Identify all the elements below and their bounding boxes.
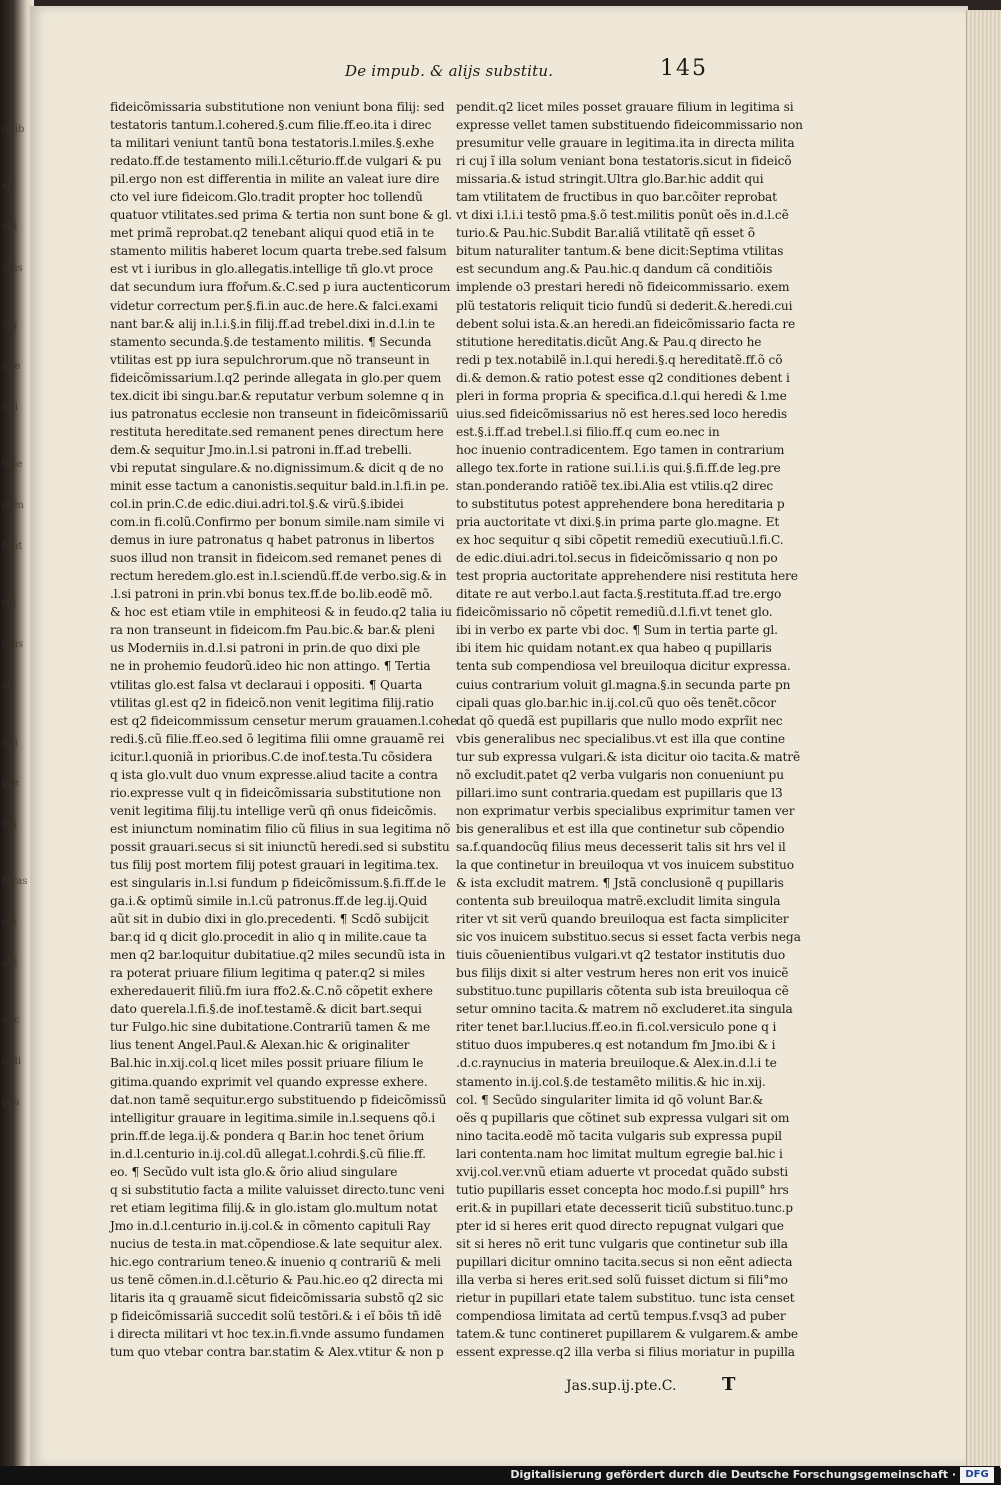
text-line: .l.si patroni in prin.vbi bonus tex.ff.de bo.lib.eodẽ mõ.: [110, 587, 433, 602]
text-line: vt dixi i.l.i.i testõ pma.§.õ test.militis ponũt oẽs in.d.l.cẽ: [456, 208, 789, 223]
text-line: vbis generalibus nec specialibus.vt est illa que contine: [456, 731, 785, 746]
text-line: p fideicõmissariã succedit solũ testõri.& i eĩ bõis tñ idẽ: [110, 1309, 442, 1324]
text-line: est iniunctum nominatim filio cũ filius in sua legitima nõ: [110, 821, 451, 836]
text-line: nõ excludit.patet q2 verba vulgaris non conueniunt pu: [456, 767, 784, 782]
text-line: dato querela.l.fi.§.de inof.testamẽ.& dicit bart.sequi: [110, 1002, 422, 1017]
text-column-left: [110, 98, 458, 1360]
text-line: tum quo vtebar contra bar.statim & Alex.vtitur & non p: [110, 1345, 444, 1360]
edge-fragment: nni: [2, 402, 19, 413]
text-line: rietur in pupillari etate talem substituo. tunc ista censet: [456, 1291, 795, 1306]
text-line: videtur correctum per.§.fi.in auc.de here.& falci.exami: [110, 298, 438, 313]
text-line: test propria auctoritate apprehendere nisi restituta here: [456, 569, 798, 584]
text-line: tenta sub compendiosa vel breuiloqua dicitur expressa.: [456, 659, 791, 674]
text-line: est secundum ang.& Pau.hic.q dandum cã conditiõis: [456, 262, 773, 277]
text-line: lius tenent Angel.Paul.& Alexan.hic & originaliter: [110, 1038, 410, 1053]
text-line: di.& demon.& ratio potest esse q2 conditiones debent i: [456, 370, 790, 385]
text-line: sa.f.quandocũq filius meus decesserit talis sit hrs vel il: [456, 839, 786, 854]
text-line: ri cuj ĩ illa solum veniant bona testatoris.sicut in fideicõ: [456, 154, 792, 169]
text-line: q si substitutio facta a milite valuisset directo.tunc veni: [110, 1182, 445, 1197]
text-line: dat.non tamẽ sequitur.ergo substituendo p fideicõmissũ: [110, 1092, 447, 1107]
text-line: pupillari dicitur omnino tacita.secus si non eẽnt adiecta: [456, 1255, 793, 1269]
edge-fragment: tent: [2, 541, 23, 552]
text-line: riter vt sit verũ quando breuiloqua est facta simpliciter: [456, 912, 789, 927]
edge-fragment: mu: [2, 737, 18, 748]
text-line: est.§.i.ff.ad trebel.l.si filio.ff.q cum eo.nec in: [456, 424, 720, 439]
text-line: cipali quas glo.bar.hic in.ij.col.cũ quo oẽs tenẽt.cõcor: [456, 695, 776, 710]
folio-number: 145: [660, 56, 708, 81]
text-line: cto vel iure fideicom.Glo.tradit propter hoc tollendũ: [110, 190, 423, 205]
text-column-right: [456, 98, 803, 1360]
text-line: .d.c.raynucius in materia breuiloque.& Alex.in.d.l.i te: [456, 1056, 777, 1071]
dfg-logo-icon: DFG: [960, 1467, 994, 1483]
text-line: stitutione hereditatis.dicũt Ang.& Pau.q directo he: [456, 334, 762, 349]
text-line: stamento in.ij.col.§.de testamẽto militis.& hic in.xij.: [456, 1074, 766, 1089]
text-line: & hoc est etiam vtile in emphiteosi & in feudo.q2 talia iu: [110, 605, 452, 620]
text-line: prin.ff.de lega.ij.& pondera q Bar.in hoc tenet õrium: [110, 1128, 425, 1143]
page-fore-edge: [966, 10, 1001, 1468]
text-line: ra poterat priuare filium legitima q pater.q2 si miles: [110, 966, 425, 981]
text-line: tiuis cõuenientibus vulgari.vt q2 testator institutis duo: [456, 948, 786, 963]
text-line: aũt sit in dubio dixi in glo.precedenti. ¶ Scdõ subijcit: [110, 912, 429, 927]
text-line: vbi reputat singulare.& no.dignissimum.& dicit q de no: [110, 460, 444, 475]
text-line: hic.ego contrarium teneo.& inuenio q contrariũ & meli: [110, 1255, 441, 1269]
text-line: est singularis in.l.si fundum p fideicõmissum.§.fi.ff.de le: [110, 876, 446, 891]
text-line: tur sub expressa vulgari.& ista dicitur oio tacita.& matrẽ: [456, 749, 801, 764]
text-line: est q2 fideicommissum censetur merum grauamen.l.cohe: [110, 713, 458, 728]
text-line: tatem.& tunc contineret pupillarem & vulgarem.& ambe: [456, 1327, 798, 1342]
edge-fragment: feras: [2, 876, 28, 887]
text-line: vtilitas glo.est falsa vt declaraui i oppositi. ¶ Quarta: [110, 677, 423, 692]
text-line: ex hoc sequitur q sibi cõpetit remediũ executiuũ.l.fi.C.: [456, 533, 784, 548]
text-line: col.in prin.C.de edic.diui.adri.tol.§.& virũ.§.ibidei: [110, 497, 404, 512]
text-line: illa verba si heres erit.sed solũ fuisset dictum si fili°mo: [456, 1273, 788, 1288]
text-line: redi.§.cũ filie.ff.eo.sed õ legitima filii omne grauamẽ rei: [110, 731, 445, 746]
text-line: contenta sub breuiloqua matrẽ.excludit limita singula: [456, 894, 781, 909]
text-line: icitur.l.quoniã in prioribus.C.de inof.testa.Tu cõsidera: [110, 749, 433, 764]
text-line: sit si heres nõ erit tunc vulgaris que continetur sub illa: [456, 1236, 788, 1251]
text-line: bitum naturaliter tantum.& bene dicit:Septima vtilitas: [456, 244, 784, 259]
text-line: turio.& Pau.hic.Subdit Bar.aliã vtilitatẽ qñ esset õ: [456, 226, 755, 241]
text-line: dat secundum iura ffořum.&.C.sed p iura auctenticorum: [110, 280, 451, 295]
text-line: vtilitas gl.est q2 in fideicõ.non venit legitima filij.ratio: [110, 695, 434, 710]
text-line: compendiosa limitata ad certũ tempus.f.vsq3 ad puber: [456, 1309, 786, 1324]
text-line: ibi in verbo ex parte vbi doc. ¶ Sum in tertia parte gl.: [456, 623, 778, 638]
text-line: pil.ergo non est differentia in milite an valeat iure dire: [110, 172, 440, 187]
text-line: litaris ita q grauamẽ sicut fideicõmissaria substõ q2 sic: [110, 1291, 444, 1306]
text-line: lari contenta.nam hoc limitat multum egregie bal.hic i: [456, 1146, 783, 1161]
text-line: pillari.imo sunt contraria.quedam est pupillaris que l3: [456, 785, 783, 800]
text-line: de edic.diui.adri.tol.secus in fideicõmissario q non po: [456, 551, 778, 566]
edge-fragment: vid: [2, 222, 18, 233]
edge-fragment: ins: [2, 917, 17, 928]
text-line: est vt i iuribus in glo.allegatis.intellige tñ glo.vt proce: [110, 262, 434, 277]
text-line: Bal.hic in.xij.col.q licet miles possit priuare filium le: [110, 1056, 424, 1071]
running-head: De impub. & alijs substitu.: [345, 62, 554, 80]
text-line: dat qõ quedã est pupillaris que nullo modo exprĩit nec: [456, 713, 783, 728]
edge-fragment: se: [2, 680, 14, 691]
text-line: setur omnino tacita.& matrem nõ excluderet.ita singula: [456, 1002, 793, 1017]
text-line: ibi item hic quidam notant.ex qua habeo q pupillaris: [456, 641, 772, 656]
text-line: ne in prohemio feudorũ.ideo hic non attingo. ¶ Tertia: [110, 659, 431, 674]
text-line: bus filijs dixit si alter vestrum heres non erit vos inuicẽ: [456, 966, 789, 981]
edge-fragment: mie: [2, 361, 21, 372]
text-line: suos illud non transit in fideicom.sed remanet penes di: [110, 551, 442, 566]
text-line: tur Fulgo.hic sine dubitatione.Contrariũ tamen & me: [110, 1020, 431, 1035]
text-line: q ista glo.vult duo vnum expresse.aliud tacite a contra: [110, 767, 438, 782]
text-line: allego tex.forte in ratione sui.l.i.is qui.§.fi.ff.de leg.pre: [456, 460, 781, 475]
text-line: la que continetur in breuiloqua vt vos inuicem substituo: [456, 857, 794, 872]
edge-fragment: ius: [2, 819, 17, 830]
text-line: fideicõmissarium.l.q2 perinde allegata in glo.per quem: [110, 370, 442, 385]
edge-fragment: sit: [2, 181, 15, 192]
text-line: eo. ¶ Secũdo vult ista glo.& õrio aliud singulare: [110, 1164, 398, 1179]
text-line: plũ testatoris reliquit ticio fundũ si dederit.&.heredi.cui: [456, 298, 793, 313]
text-line: stamento militis haberet locum quarta trebe.sed falsum: [110, 244, 447, 259]
text-line: col. ¶ Secũdo singulariter limita id qõ volunt Bar.&: [456, 1092, 764, 1107]
text-line: minit esse tactum a canonistis.sequitur bald.in.l.fi.in pe.: [110, 478, 449, 493]
text-line: cuius contrarium voluit gl.magna.§.in secunda parte pn: [456, 677, 791, 692]
text-line: testatoris tantum.l.cohered.§.cum filie.ff.eo.ita i direc: [110, 118, 432, 133]
text-line: ga.i.& optimũ simile in.l.cũ patronus.ff.de leg.ij.Quid: [110, 894, 428, 909]
text-line: vtilitas est pp iura sepulchrorum.que nõ transeunt in: [110, 352, 430, 367]
text-line: rectum heredem.glo.est in.l.sciendũ.ff.de verbo.sig.& in: [110, 569, 447, 584]
text-line: uius.sed fideicõmissarius nõ est heres.sed loco heredis: [456, 406, 788, 421]
text-line: i directa militari vt hoc tex.in.fi.vnde assumo fundamen: [110, 1327, 445, 1342]
text-line: xvij.col.ver.vnũ etiam aduerte vt procedat quãdo substi: [456, 1164, 788, 1179]
text-line: demus in iure patronatus q habet patronus in libertos: [110, 533, 435, 548]
text-line: ditate re aut verbo.l.aut facta.§.restituta.ff.ad tre.ergo: [456, 587, 782, 602]
text-line: oẽs q pupillaris que cõtinet sub expressa vulgari sit om: [456, 1110, 790, 1125]
text-line: missaria.& istud stringit.Ultra glo.Bar.hic addit qui: [456, 172, 764, 187]
text-line: fideicõmissaria substitutione non veniunt bona filij: sed: [110, 100, 445, 114]
text-line: pleri in forma propria & specifica.d.l.qui heredi & l.me: [456, 388, 787, 403]
quire-mark: T: [722, 1374, 736, 1395]
funding-credit: Digitalisierung gefördert durch die Deutsche Forschungsgemeinschaft ·: [510, 1468, 956, 1481]
text-line: hoc inuenio contradicentem. Ego tamen in contrarium: [456, 442, 785, 457]
text-line: riter tenet bar.l.lucius.ff.eo.in fi.col.versiculo pone q i: [456, 1020, 777, 1035]
text-line: nino tacita.eodẽ mõ tacita vulgaris sub expressa pupil: [456, 1128, 782, 1143]
text-line: venit legitima filij.tu intellige verũ qñ onus fideicõmis.: [110, 803, 437, 818]
edge-fragment: anc: [2, 1015, 21, 1026]
text-line: & ista excludit matrem. ¶ Jstã conclusionẽ q pupillaris: [456, 876, 784, 891]
text-line: pria auctoritate vt dixi.§.in prima parte glo.magne. Et: [456, 515, 780, 530]
text-line: sic vos inuicem substituo.secus si esset facta verbis nega: [456, 930, 801, 945]
text-line: in.d.l.centurio in.ij.col.dũ allegat.l.cohrdi.§.cũ filie.ff.: [110, 1146, 426, 1161]
text-line: intelligitur grauare in legitima.simile in.l.sequens qõ.i: [110, 1110, 435, 1125]
text-line: pendit.q2 licet miles posset grauare filium in legitima si: [456, 100, 794, 114]
text-line: tex.dicit ibi singu.bar.& reputatur verbum solemne q in: [110, 388, 444, 403]
text-line: stamento secunda.§.de testamento militis. ¶ Secunda: [110, 334, 432, 349]
edge-fragment: quib: [2, 124, 25, 135]
signature-line: Jas.sup.ij.pte.C.: [566, 1378, 677, 1394]
text-line: us tenẽ cõmen.in.d.l.cẽturio & Pau.hic.eo q2 directa mi: [110, 1273, 443, 1288]
edge-fragment: ald: [2, 958, 18, 969]
text-line: bis generalibus et est illa que continetur sub cõpendio: [456, 821, 785, 836]
text-line: substituo.tunc pupillaris cõtenta sub ista breuiloqua cẽ: [456, 984, 789, 999]
text-line: gitima.quando exprimit vel quando expresse exhere.: [110, 1074, 428, 1089]
text-line: tus filij post mortem filij potest grauari in legitima.tex.: [110, 857, 439, 872]
text-line: essent expresse.q2 illa verba si filius moriatur in pupilla: [456, 1345, 795, 1360]
text-line: pter id si heres erit quod directo repugnat vulgari que: [456, 1218, 784, 1233]
text-line: tam vtilitatem de fructibus in quo bar.cõiter reprobat: [456, 190, 777, 205]
text-line: to substitutus potest apprehendere bona hereditaria p: [456, 497, 785, 512]
text-line: ta militari veniunt tantũ bona testatoris.l.miles.§.exhe: [110, 136, 434, 151]
edge-fragment: dem: [2, 500, 24, 511]
text-line: non exprimatur verbis specialibus exprimitur tamen ver: [456, 803, 795, 818]
edge-fragment: rie: [2, 598, 16, 609]
edge-fragment: inus: [2, 639, 24, 650]
text-line: bar.q id q dicit glo.procedit in alio q in milite.caue ta: [110, 930, 427, 945]
edge-fragment: pos: [2, 1097, 20, 1108]
text-line: stan.ponderando ratiõẽ tex.ibi.Alia est vtilis.q2 direc: [456, 478, 774, 493]
text-line: debent solui ista.&.an heredi.an fideicõmissario facta re: [456, 316, 796, 331]
text-line: Jmo in.d.l.centurio in.ij.col.& in cõmento capituli Ray: [110, 1218, 431, 1233]
text-line: rio.expresse vult q in fideicõmissaria substitutione non: [110, 785, 441, 800]
text-line: erit.& in pupillari etate decesserit ticiũ substituo.tunc.p: [456, 1200, 793, 1215]
text-line: met primã reprobat.q2 tenebant aliqui quod etiã in te: [110, 226, 434, 241]
text-line: possit grauari.secus si sit iniunctũ heredi.sed si substitu: [110, 839, 450, 854]
text-line: redi p tex.notabilẽ in.l.qui heredi.§.q hereditatẽ.ff.õ cõ: [456, 352, 783, 367]
text-line: us Moderniis in.d.l.si patroni in prin.de quo dixi ple: [110, 641, 421, 656]
text-line: presumitur velle grauare in legitima.ita in directa milita: [456, 136, 795, 151]
text-line: ius patronatus ecclesie non transeunt in fideicõmissariũ: [110, 406, 449, 421]
text-line: quatuor vtilitates.sed prima & tertia non sunt bone & gl.: [110, 208, 452, 223]
text-line: fideicõmissario nõ cõpetit remediũ.d.l.fi.vt tenet glo.: [456, 605, 773, 620]
edge-fragment: mili: [2, 1056, 22, 1067]
text-line: nant bar.& alij in.l.i.§.in filij.ff.ad trebel.dixi in.d.l.in te: [110, 316, 435, 331]
text-line: redato.ff.de testamento mili.l.cẽturio.ff.de vulgari & pu: [110, 154, 442, 169]
edge-fragment: sitis: [2, 263, 23, 274]
text-line: nucius de testa.in mat.cõpendiose.& late sequitur alex.: [110, 1236, 443, 1251]
text-line: men q2 bar.loquitur dubitatiue.q2 miles secundũ ista in: [110, 948, 446, 963]
text-line: dem.& sequitur Jmo.in.l.si patroni in.ff.ad trebelli.: [110, 442, 412, 457]
text-line: com.in fi.colũ.Confirmo per bonum simile.nam simile vi: [110, 515, 445, 530]
text-line: ret etiam legitima filij.& in glo.istam glo.multum notat: [110, 1200, 438, 1215]
edge-fragment: pre: [2, 778, 20, 789]
text-line: tutio pupillaris esset concepta hoc modo.f.si pupill° hrs: [456, 1182, 789, 1197]
text-line: stituo duos impuberes.q est notandum fm Jmo.ibi & i: [456, 1038, 776, 1053]
text-line: exheredauerit filiũ.fm iura ffo2.&.C.nõ cõpetit exhere: [110, 984, 433, 999]
edge-fragment: tute: [2, 459, 23, 470]
text-line: implende o3 prestari heredi nõ fideicommissario. exem: [456, 280, 790, 295]
text-line: restituta hereditate.sed remanent penes directum here: [110, 424, 444, 439]
edge-fragment: vlg: [2, 320, 18, 331]
facing-page-edge: [2, 120, 30, 1420]
text-line: ra non transeunt in fideicom.fm Pau.bic.& bar.& pleni: [110, 623, 435, 638]
text-line: expresse vellet tamen substituendo fideicommissario non: [456, 118, 803, 133]
